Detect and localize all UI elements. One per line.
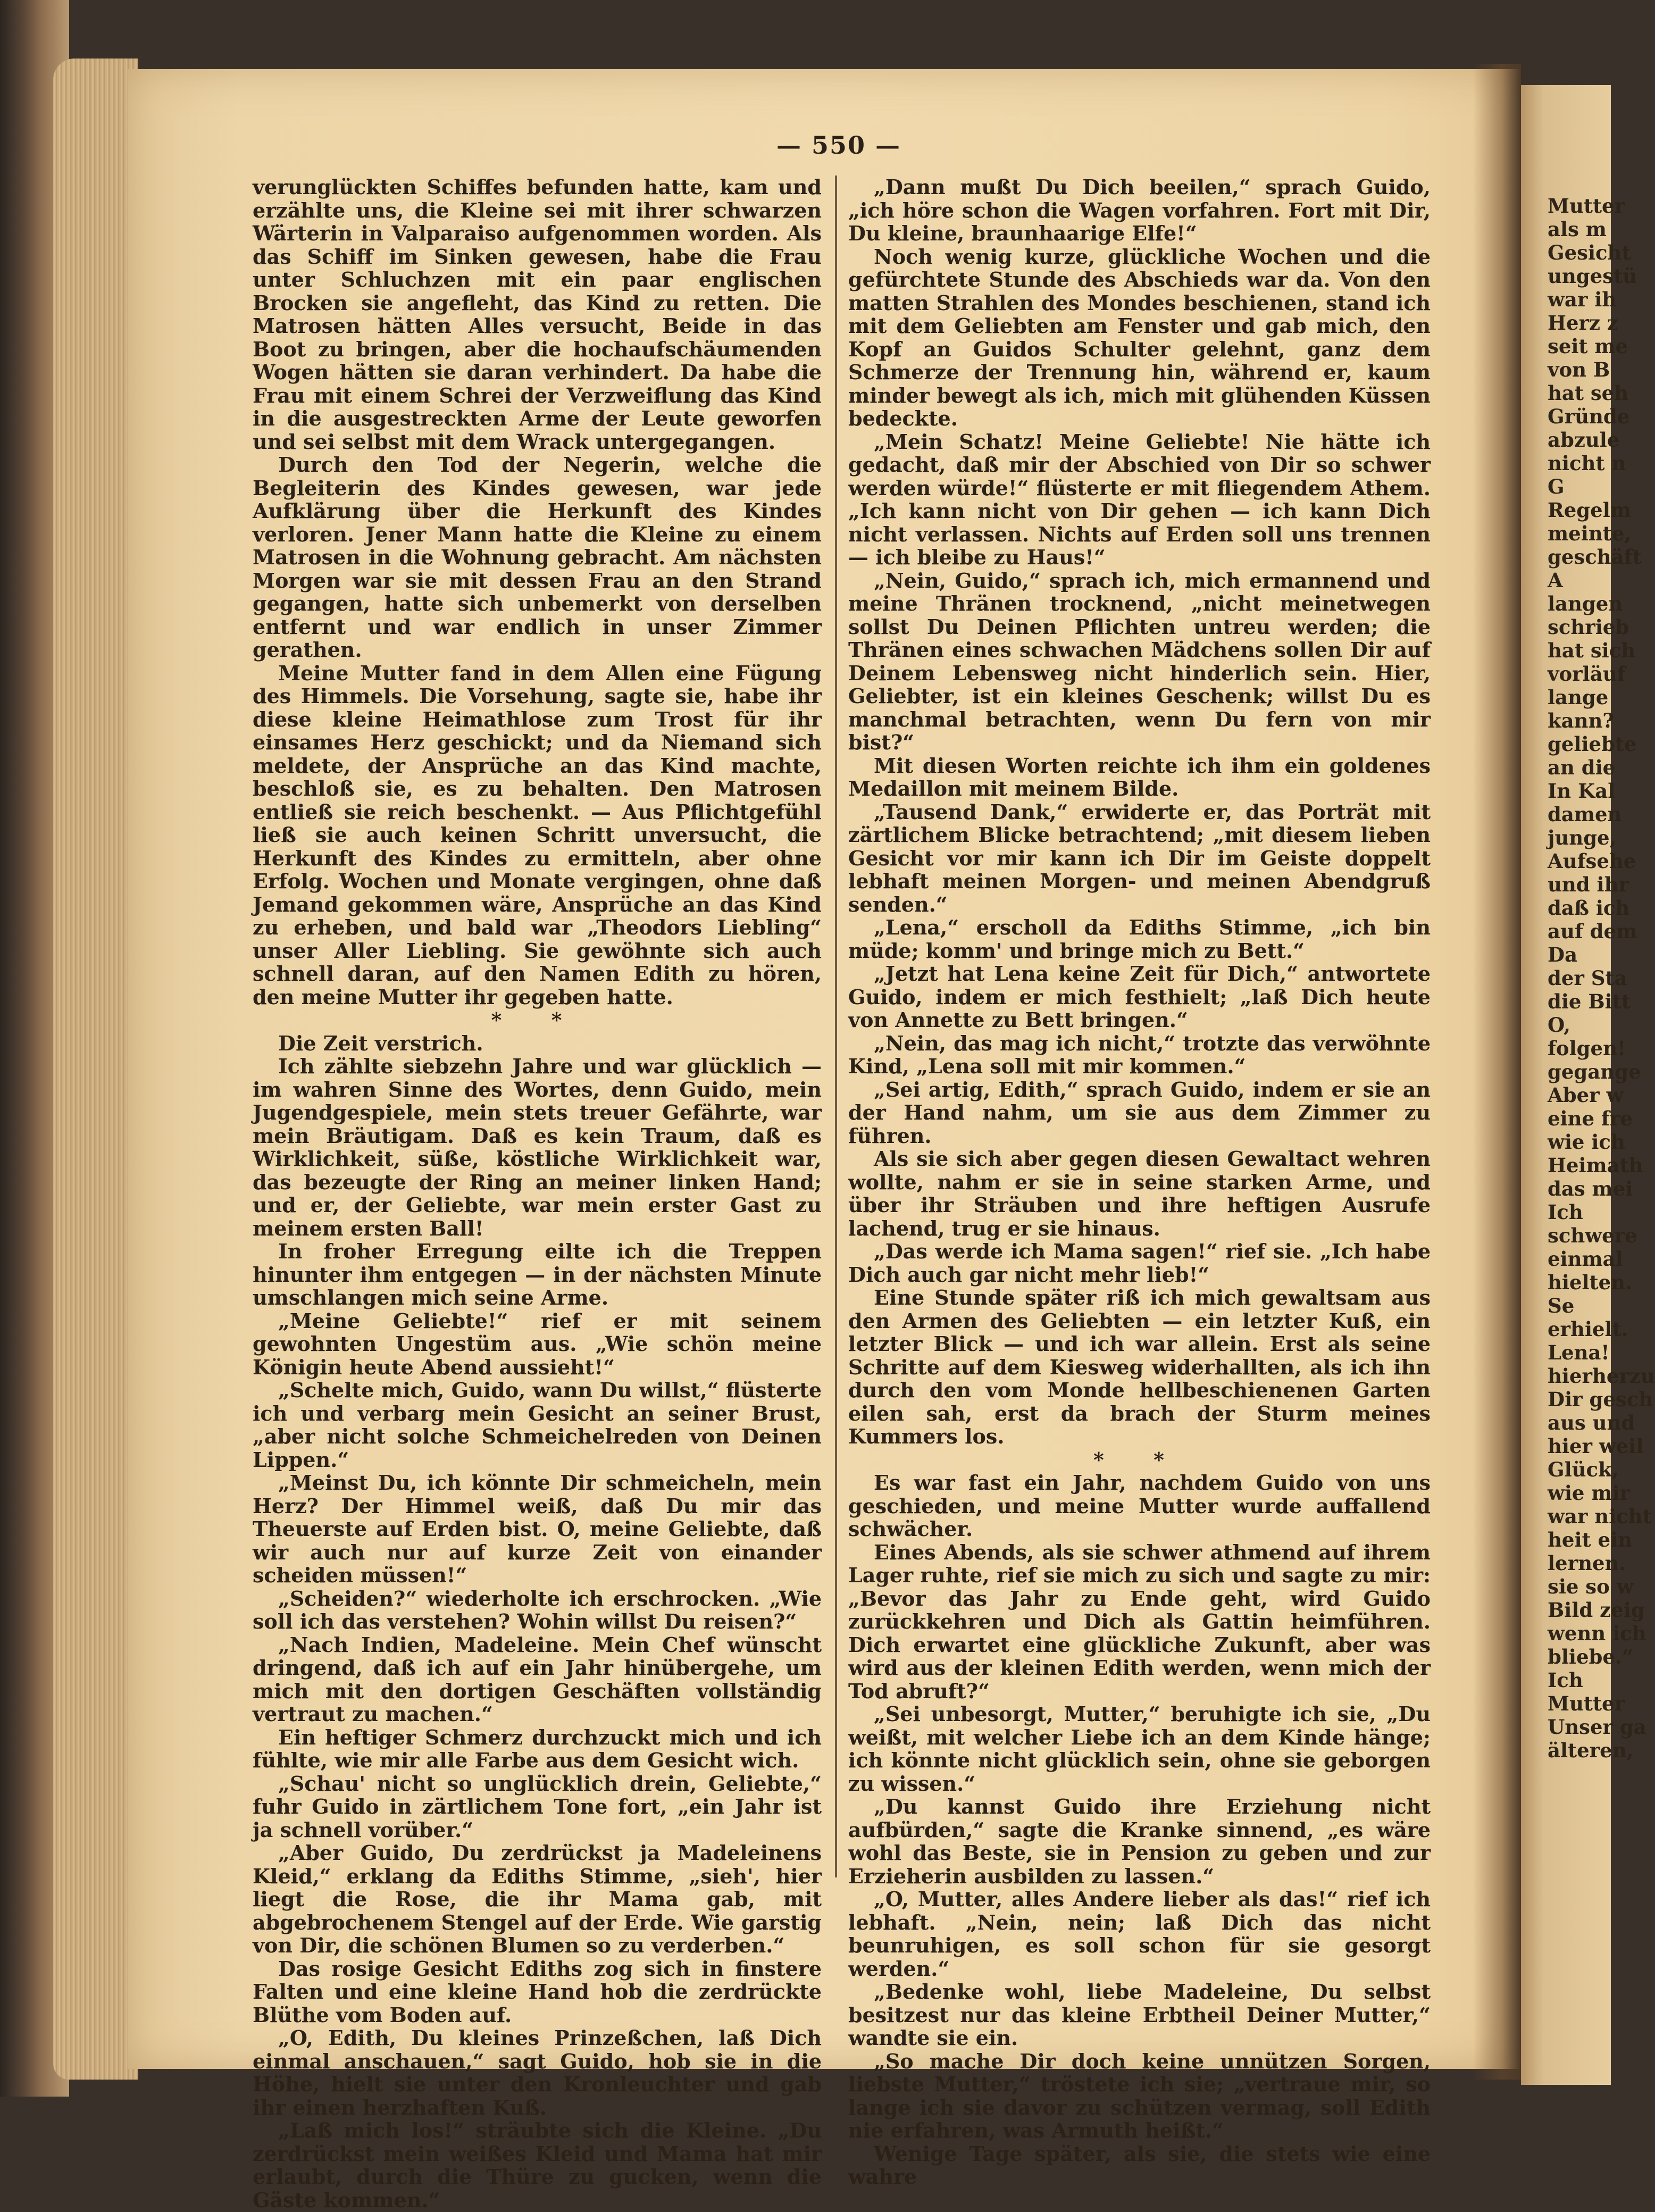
facing-page-line: das mei (1548, 1177, 1633, 1200)
facing-page-line: Da (1548, 943, 1578, 966)
paragraph: Ein heftiger Schmerz durchzuckt mich und ich fühlte, wie mir alle Farbe aus dem Gesicht wich. (253, 1725, 822, 1772)
column-divider (835, 176, 837, 1877)
facing-page-line: wie mir (1548, 1481, 1631, 1505)
paragraph: „Aber Guido, Du zerdrückst ja Madeleinens Kleid,“ erklang da Ediths Stimme, „sieh', hier liegt die Rose, die ihr Mama gab, mit abgebrochenem Stengel auf der Erde. Wie garstig von Dir, die schönen Blumen so zu verderben.“ (253, 1841, 822, 1957)
facing-page-line: einmal (1548, 1247, 1623, 1271)
paragraph: „Meine Geliebte!“ rief er mit seinem gewohnten Ungestüm aus. „Wie schön meine Königin heute Abend aussieht!“ (253, 1308, 822, 1379)
facing-page-line: hat sich (1548, 639, 1636, 662)
facing-page-line: Bild zeig (1548, 1598, 1645, 1622)
paragraph: „Meinst Du, ich könnte Dir schmeicheln, mein Herz? Der Himmel weiß, daß Du mir das Theuerste auf Erden bist. O, meine Geliebte, daß wir auch nur auf kurze Zeit von einander scheiden müssen!“ (253, 1471, 822, 1587)
facing-page-line: In Kal (1548, 779, 1616, 803)
facing-page-line: Mutter (1548, 1692, 1625, 1715)
facing-page-line: bliebe.“ (1548, 1645, 1634, 1668)
facing-page-line: hierherzu (1548, 1364, 1655, 1388)
facing-page-line: Herz z (1548, 311, 1618, 335)
facing-page-line: Ich (1548, 1668, 1583, 1692)
facing-page-line: Heimath (1548, 1154, 1643, 1177)
facing-page-line: Se (1548, 1294, 1575, 1317)
facing-page-line: lange (1548, 686, 1609, 709)
paragraph: Mit diesen Worten reichte ich ihm ein goldenes Medaillon mit meinem Bilde. (848, 753, 1431, 800)
paragraph: „Sei artig, Edith,“ sprach Guido, indem er sie an der Hand nahm, um sie aus dem Zimmer zu führen. (848, 1077, 1431, 1148)
page-number: — 550 — (776, 131, 901, 160)
facing-page-line: O, (1548, 1013, 1570, 1037)
facing-page-line: folgen! (1548, 1037, 1626, 1060)
paragraph: „So mache Dir doch keine unnützen Sorgen, liebste Mutter,“ tröstete ich sie; „vertraue mir, so lange ich sie davor zu schützen vermag, soll Edith nie erfahren, was Armuth heißt.“ (848, 2049, 1431, 2142)
paragraph: In froher Erregung eilte ich die Treppen hinunter ihm entgegen — in der nächsten Minute umschlangen mich seine Arme. (253, 1239, 822, 1309)
facing-page-line: Aber w (1548, 1083, 1624, 1107)
paragraph: verunglückten Schiffes befunden hatte, kam und erzählte uns, die Kleine sei mit ihrer schwarzen Wärterin in Valparaiso aufgenommen worden. Als das Schiff im Sinken gewesen, habe die Frau unter Schluchzen mit ein paar englischen Brocken sie angefleht, das Kind zu retten. Die Matrosen hätten Alles versucht, Beide in das Boot zu bringen, aber die hochaufschäumenden Wogen hätten sie daran verhindert. Da habe die Frau mit einem Schrei der Verzweiflung das Kind in die ausgestreckten Arme der Leute geworfen und sei selbst mit dem Wrack untergegangen. (253, 175, 822, 454)
facing-page-line: Gründe (1548, 405, 1630, 428)
facing-page-line: G (1548, 475, 1565, 498)
facing-page-line: heit ein (1548, 1528, 1632, 1551)
facing-page-line: Ich (1548, 1200, 1583, 1224)
facing-page-line: schwere (1548, 1224, 1637, 1247)
paragraph: „Nein, das mag ich nicht,“ trotzte das verwöhnte Kind, „Lena soll mit mir kommen.“ (848, 1031, 1431, 1078)
facing-page-line: geschäft (1548, 545, 1642, 569)
facing-page-line: hielten. (1548, 1271, 1632, 1294)
paragraph: „Jetzt hat Lena keine Zeit für Dich,“ antwortete Guido, indem er mich festhielt; „laß Dich heute von Annette zu Bett bringen.“ (848, 962, 1431, 1032)
facing-page-line: sie so w (1548, 1575, 1634, 1598)
paragraph: Das rosige Gesicht Ediths zog sich in finstere Falten und eine kleine Hand hob die zerdrückte Blüthe vom Boden auf. (253, 1956, 822, 2027)
facing-page-line: daß ich (1548, 896, 1630, 920)
paragraph: „Scheiden?“ wiederholte ich erschrocken. „Wie soll ich das verstehen? Wohin willst Du reisen?“ (253, 1586, 822, 1633)
page-stack-edge (53, 59, 138, 2080)
facing-page-line: schrieb (1548, 615, 1629, 639)
facing-page-line: wie ich (1548, 1130, 1625, 1154)
facing-page-line: lernen. (1548, 1551, 1626, 1575)
paragraph: „Mein Schatz! Meine Geliebte! Nie hätte ich gedacht, daß mir der Abschied von Dir so schwer werden würde!“ flüsterte er mit fliegendem Athem. „Ich kann nicht von Dir gehen — ich kann Dich nicht verlassen. Nichts auf Erden soll uns trennen — ich bleibe zu Haus!“ (848, 429, 1431, 569)
facing-page-line: ungestü (1548, 264, 1637, 288)
section-separator: * * (1093, 1447, 1185, 1472)
paragraph: Eine Stunde später riß ich mich gewaltsam aus den Armen des Geliebten — ein letzter Kuß, ein letzter Blick — und ich war allein. Erst als seine Schritte auf dem Kiesweg widerhallten, als ich ihn durch den vom Monde hellbeschienenen Garten eilen sah, erst da brach der Sturm meines Kummers los. (848, 1286, 1431, 1448)
paragraph: Noch wenig kurze, glückliche Wochen und die gefürchtete Stunde des Abschieds war da. Von den matten Strahlen des Mondes beschienen, stand ich mit dem Geliebten am Fenster und gab mich, den Kopf an Guidos Schulter gelehnt, ganz dem Schmerze der Trennung hin, während er, kaum minder bewegt als ich, mich mit glühenden Küssen bedeckte. (848, 244, 1431, 430)
paragraph: Die Zeit verstrich. (278, 1031, 483, 1055)
section-separator: * * (491, 1008, 583, 1032)
facing-page-line: kann? (1548, 709, 1615, 732)
facing-page-line: Unser ga (1548, 1715, 1646, 1739)
facing-page-line: langen (1548, 592, 1623, 615)
paragraph: Es war fast ein Jahr, nachdem Guido von uns geschieden, und meine Mutter wurde auffallend schwächer. (848, 1471, 1431, 1541)
facing-page-line: geliebte (1548, 732, 1637, 756)
paragraph: „Das werde ich Mama sagen!“ rief sie. „Ich habe Dich auch gar nicht mehr lieb!“ (848, 1239, 1431, 1287)
facing-page-line: abzule (1548, 428, 1620, 452)
facing-page-line: auf dem (1548, 920, 1637, 943)
paragraph: „Du kannst Guido ihre Erziehung nicht aufbürden,“ sagte die Kranke sinnend, „es wäre wohl das Beste, sie in Pension zu geben und zur Erzieherin ausbilden zu lassen.“ (848, 1794, 1431, 1888)
paragraph: „Dann mußt Du Dich beeilen,“ sprach Guido, „ich höre schon die Wagen vorfahren. Fort mit Dir, Du kleine, braunhaarige Elfe!“ (848, 175, 1431, 245)
facing-page-line: war nicht (1548, 1505, 1652, 1528)
facing-page-line: meinte, (1548, 522, 1632, 545)
facing-page-line: von B (1548, 358, 1610, 381)
facing-page-line: wenn ich (1548, 1622, 1646, 1645)
paragraph: Ich zählte siebzehn Jahre und war glücklich — im wahren Sinne des Wortes, denn Guido, mein Jugendgespiele, mein stets treuer Gefährte, war mein Bräutigam. Daß es kein Traum, daß es Wirklichkeit, süße, köstliche Wirklichkeit war, das bezeugte der Ring an meiner linken Hand; und er, der Geliebte, war mein erster Gast zu meinem ersten Ball! (253, 1054, 822, 1240)
paragraph: „Nein, Guido,“ sprach ich, mich ermannend und meine Thränen trocknend, „nicht meinetwegen sollst Du Deinen Pflichten untreu werden; die Thränen eines schwachen Mädchens sollen Dir auf Deinem Lebensweg nicht hinderlich sein. Hier, Geliebter, ist ein kleines Geschenk; willst Du es manchmal betrachten, wenn Du fern von mir bist?“ (848, 568, 1431, 754)
paragraph: „Tausend Dank,“ erwiderte er, das Porträt mit zärtlichem Blicke betrachtend; „mit diesem lieben Gesicht vor mir kann ich Dir im Geiste doppelt lebhaft meinen Morgen- und meinen Abendgruß senden.“ (848, 799, 1431, 916)
facing-page-line: als m (1548, 218, 1607, 241)
facing-page-line: aus und (1548, 1411, 1635, 1434)
facing-page-line: der Sta (1548, 966, 1627, 990)
right-text-column (848, 176, 1431, 2189)
facing-page-line: älteren, (1548, 1739, 1634, 1762)
paragraph: Wenige Tage später, als sie, die stets wie eine wahre (848, 2141, 1431, 2189)
facing-page-line: war ih (1548, 288, 1617, 311)
paragraph: „Laß mich los!“ sträubte sich die Kleine. „Du zerdrückst mein weißes Kleid und Mama hat mir erlaubt, durch die Thüre zu gucken, wenn die Gäste kommen.“ (253, 2118, 822, 2212)
paragraph: Als sie sich aber gegen diesen Gewaltact wehren wollte, nahm er sie in seine starken Arme, und über ihr Sträuben und ihre heftigen Ausrufe lachend, trug er sie hinaus. (848, 1147, 1431, 1240)
facing-page-line: hat seh (1548, 381, 1629, 405)
facing-page-line: Dir gesch (1548, 1388, 1653, 1411)
facing-page-line: junge, (1548, 826, 1617, 849)
facing-page-line: hier weil (1548, 1434, 1644, 1458)
paragraph: Durch den Tod der Negerin, welche die Begleiterin des Kindes gewesen, war jede Aufklärung über die Herkunft des Kindes verloren. Jener Mann hatte die Kleine zu einem Matrosen in die Wohnung gebracht. Am nächsten Morgen war sie mit dessen Frau an den Strand gegangen, hatte sich unbemerkt von derselben entfernt und war endlich in unser Zimmer gerathen. (253, 453, 822, 662)
facing-page-line: die Bitt (1548, 990, 1631, 1013)
facing-page-line: Lena! (1548, 1341, 1610, 1364)
facing-page-line: Aufsehe (1548, 849, 1636, 873)
facing-page-line: A (1548, 569, 1563, 592)
facing-page-line: Gesicht (1548, 241, 1631, 264)
facing-page-line: vorläuf (1548, 662, 1626, 686)
facing-page-line: nicht n (1548, 452, 1626, 475)
facing-page-line: Glück, (1548, 1458, 1619, 1481)
paragraph: „Sei unbesorgt, Mutter,“ beruhigte ich sie, „Du weißt, mit welcher Liebe ich an dem Kinde hänge; ich könnte nicht glücklich sein, ohne sie geborgen zu wissen.“ (848, 1702, 1431, 1796)
facing-page-line: eine fre (1548, 1107, 1633, 1130)
facing-page-line: Mutter (1548, 194, 1625, 218)
paragraph: „Nach Indien, Madeleine. Mein Chef wünscht dringend, daß ich auf ein Jahr hinübergehe, um mich mit den dortigen Geschäften vollständig vertraut zu machen.“ (253, 1632, 822, 1726)
paragraph: „Schelte mich, Guido, wann Du willst,“ flüsterte ich und verbarg mein Gesicht an seiner Brust, „aber nicht solche Schmeichelreden von Deinen Lippen.“ (253, 1378, 822, 1472)
facing-page-line: seit me (1548, 335, 1628, 358)
facing-page-line: gegange (1548, 1060, 1641, 1083)
facing-page-line: an die (1548, 756, 1616, 779)
paragraph: Eines Abends, als sie schwer athmend auf ihrem Lager ruhte, rief sie mich zu sich und sagte zu mir: „Bevor das Jahr zu Ende geht, wird Guido zurückkehren und Dich als Gattin heimführen. Dich erwartet eine glückliche Zukunft, aber was wird aus der kleinen Edith werden, wenn mich der Tod abruft?“ (848, 1540, 1431, 1703)
paragraph: „Bedenke wohl, liebe Madeleine, Du selbst besitzest nur das kleine Erbtheil Deiner Mutter,“ wandte sie ein. (848, 1980, 1431, 2050)
paragraph: „O, Mutter, alles Andere lieber als das!“ rief ich lebhaft. „Nein, nein; laß Dich das nicht beunruhigen, es soll schon für sie gesorgt werden.“ (848, 1887, 1431, 1981)
book-gutter (1473, 64, 1521, 2080)
facing-page-line: Regelm (1548, 498, 1631, 522)
left-text-column (253, 176, 822, 2211)
facing-page-line: damen (1548, 803, 1622, 826)
paragraph: „O, Edith, Du kleines Prinzeßchen, laß Dich einmal anschauen,“ sagt Guido, hob sie in die Höhe, hielt sie unter den Kronleuchter und gab ihr einen herzhaften Kuß. (253, 2026, 822, 2119)
paragraph: „Schau' nicht so unglücklich drein, Geliebte,“ fuhr Guido in zärtlichem Tone fort, „ein Jahr ist ja schnell vorüber.“ (253, 1771, 822, 1842)
paragraph: „Lena,“ erscholl da Ediths Stimme, „ich bin müde; komm' und bringe mich zu Bett.“ (848, 915, 1431, 963)
paragraph: Meine Mutter fand in dem Allen eine Fügung des Himmels. Die Vorsehung, sagte sie, habe ihr diese kleine Heimathlose zum Trost für ihr einsames Herz geschickt; und da Niemand sich meldete, der Ansprüche an das Kind machte, beschloß sie, es zu behalten. Den Matrosen entließ sie reich beschenkt. — Aus Pflichtgefühl ließ sie auch keinen Schritt unversucht, die Herkunft des Kindes zu ermitteln, aber ohne Erfolg. Wochen und Monate vergingen, ohne daß Jemand gekommen wäre, Ansprüche an das Kind zu erheben, und bald war „Theodors Liebling“ unser Aller Liebling. Sie gewöhnte sich auch schnell daran, auf den Namen Edith zu hören, den meine Mutter ihr gegeben hatte. (253, 661, 822, 1009)
facing-page-line: erhielt. (1548, 1317, 1628, 1341)
facing-page-line: und ihr (1548, 873, 1629, 896)
facing-page-fragment (1521, 85, 1655, 2085)
